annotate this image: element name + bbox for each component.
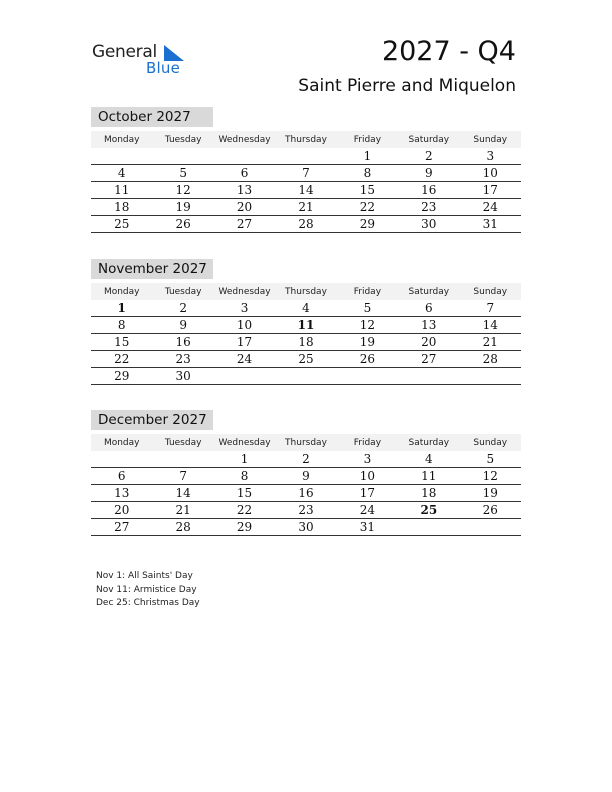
holiday-notes: [96, 570, 200, 611]
week-row: [91, 502, 521, 519]
day-cell: 6: [214, 165, 275, 182]
day-cell: 1: [214, 451, 275, 468]
empty-day-cell: [91, 148, 152, 165]
week-row: [91, 485, 521, 502]
empty-day-cell: [398, 519, 459, 536]
empty-day-cell: [214, 148, 275, 165]
day-cell: 24: [337, 502, 398, 519]
empty-day-cell: [152, 451, 213, 468]
week-row: [91, 368, 521, 385]
day-cell: 2: [275, 451, 336, 468]
day-cell: 4: [275, 300, 336, 317]
day-cell: 22: [91, 351, 152, 368]
day-cell: 13: [214, 182, 275, 199]
day-cell: 29: [337, 216, 398, 233]
weekday-label: Thursday: [275, 283, 336, 300]
week-row: [91, 317, 521, 334]
week-row: [91, 351, 521, 368]
day-cell: 5: [460, 451, 521, 468]
logo-blue-text: Blue: [146, 59, 180, 77]
day-cell: 20: [91, 502, 152, 519]
day-cell: 1: [337, 148, 398, 165]
day-cell: 19: [460, 485, 521, 502]
month-calendar: [91, 259, 521, 385]
weekday-label: Sunday: [460, 283, 521, 300]
day-cell: 17: [214, 334, 275, 351]
empty-day-cell: [337, 368, 398, 385]
holiday-day-cell: 25: [398, 502, 459, 519]
weekday-label: Thursday: [275, 434, 336, 451]
day-cell: 17: [460, 182, 521, 199]
day-cell: 26: [152, 216, 213, 233]
day-cell: 23: [398, 199, 459, 216]
day-cell: 19: [152, 199, 213, 216]
empty-day-cell: [275, 368, 336, 385]
holiday-note: Dec 25: Christmas Day: [96, 598, 200, 608]
day-cell: 15: [91, 334, 152, 351]
page-subtitle: Saint Pierre and Miquelon: [298, 76, 516, 96]
week-row: [91, 334, 521, 351]
day-cell: 29: [214, 519, 275, 536]
day-cell: 9: [152, 317, 213, 334]
day-cell: 5: [152, 165, 213, 182]
day-cell: 30: [152, 368, 213, 385]
month-grid: [91, 131, 521, 233]
day-cell: 21: [275, 199, 336, 216]
week-row: [91, 165, 521, 182]
weekday-label: Wednesday: [214, 434, 275, 451]
day-cell: 10: [214, 317, 275, 334]
weekday-header-row: [91, 283, 521, 300]
month-grid: [91, 434, 521, 536]
weekday-label: Sunday: [460, 434, 521, 451]
weekday-label: Tuesday: [152, 283, 213, 300]
day-cell: 18: [398, 485, 459, 502]
week-row: [91, 182, 521, 199]
week-row: [91, 468, 521, 485]
holiday-note: Nov 1: All Saints' Day: [96, 571, 193, 581]
page-title: 2027 - Q4: [381, 36, 516, 67]
weekday-label: Friday: [337, 283, 398, 300]
day-cell: 28: [275, 216, 336, 233]
day-cell: 9: [398, 165, 459, 182]
day-cell: 13: [91, 485, 152, 502]
day-cell: 8: [337, 165, 398, 182]
day-cell: 31: [460, 216, 521, 233]
day-cell: 3: [214, 300, 275, 317]
empty-day-cell: [398, 368, 459, 385]
day-cell: 25: [91, 216, 152, 233]
empty-day-cell: [460, 519, 521, 536]
weekday-label: Saturday: [398, 434, 459, 451]
day-cell: 16: [275, 485, 336, 502]
day-cell: 4: [398, 451, 459, 468]
day-cell: 21: [460, 334, 521, 351]
day-cell: 10: [460, 165, 521, 182]
day-cell: 28: [460, 351, 521, 368]
weekday-label: Friday: [337, 434, 398, 451]
day-cell: 23: [275, 502, 336, 519]
day-cell: 24: [214, 351, 275, 368]
weekday-label: Tuesday: [152, 131, 213, 148]
week-row: [91, 300, 521, 317]
day-cell: 18: [275, 334, 336, 351]
month-calendar: [91, 107, 521, 233]
holiday-note: Nov 11: Armistice Day: [96, 584, 197, 595]
month-name: October 2027: [91, 107, 213, 127]
holiday-day-cell: 11: [275, 317, 336, 334]
month-name: November 2027: [91, 259, 213, 279]
week-row: [91, 148, 521, 165]
day-cell: 6: [91, 468, 152, 485]
day-cell: 22: [337, 199, 398, 216]
day-cell: 12: [460, 468, 521, 485]
day-cell: 25: [275, 351, 336, 368]
day-cell: 8: [214, 468, 275, 485]
day-cell: 2: [398, 148, 459, 165]
day-cell: 6: [398, 300, 459, 317]
empty-day-cell: [275, 148, 336, 165]
day-cell: 20: [214, 199, 275, 216]
day-cell: 21: [152, 502, 213, 519]
day-cell: 2: [152, 300, 213, 317]
day-cell: 27: [214, 216, 275, 233]
day-cell: 20: [398, 334, 459, 351]
day-cell: 27: [91, 519, 152, 536]
day-cell: 22: [214, 502, 275, 519]
day-cell: 11: [398, 468, 459, 485]
day-cell: 13: [398, 317, 459, 334]
weekday-label: Saturday: [398, 131, 459, 148]
weekday-label: Tuesday: [152, 434, 213, 451]
day-cell: 16: [152, 334, 213, 351]
weekday-label: Monday: [91, 283, 152, 300]
day-cell: 14: [152, 485, 213, 502]
weekday-header-row: [91, 131, 521, 148]
week-row: [91, 451, 521, 468]
day-cell: 7: [152, 468, 213, 485]
day-cell: 10: [337, 468, 398, 485]
week-row: [91, 199, 521, 216]
day-cell: 23: [152, 351, 213, 368]
day-cell: 12: [152, 182, 213, 199]
weekday-label: Thursday: [275, 131, 336, 148]
weekday-header-row: [91, 434, 521, 451]
day-cell: 16: [398, 182, 459, 199]
month-calendar: [91, 410, 521, 536]
weekday-label: Monday: [91, 131, 152, 148]
day-cell: 15: [337, 182, 398, 199]
day-cell: 30: [275, 519, 336, 536]
day-cell: 29: [91, 368, 152, 385]
day-cell: 27: [398, 351, 459, 368]
day-cell: 26: [460, 502, 521, 519]
logo-general-text: General: [92, 42, 157, 62]
day-cell: 7: [460, 300, 521, 317]
day-cell: 19: [337, 334, 398, 351]
day-cell: 8: [91, 317, 152, 334]
weekday-label: Wednesday: [214, 283, 275, 300]
holiday-day-cell: 1: [91, 300, 152, 317]
day-cell: 4: [91, 165, 152, 182]
week-row: [91, 519, 521, 536]
weekday-label: Friday: [337, 131, 398, 148]
day-cell: 18: [91, 199, 152, 216]
month-grid: [91, 283, 521, 385]
weekday-label: Wednesday: [214, 131, 275, 148]
empty-day-cell: [214, 368, 275, 385]
day-cell: 15: [214, 485, 275, 502]
day-cell: 5: [337, 300, 398, 317]
day-cell: 11: [91, 182, 152, 199]
empty-day-cell: [152, 148, 213, 165]
day-cell: 3: [460, 148, 521, 165]
day-cell: 14: [460, 317, 521, 334]
day-cell: 28: [152, 519, 213, 536]
day-cell: 24: [460, 199, 521, 216]
month-name: December 2027: [91, 410, 213, 430]
week-row: [91, 216, 521, 233]
weekday-label: Sunday: [460, 131, 521, 148]
day-cell: 31: [337, 519, 398, 536]
day-cell: 17: [337, 485, 398, 502]
day-cell: 3: [337, 451, 398, 468]
day-cell: 12: [337, 317, 398, 334]
empty-day-cell: [460, 368, 521, 385]
weekday-label: Monday: [91, 434, 152, 451]
day-cell: 30: [398, 216, 459, 233]
weekday-label: Saturday: [398, 283, 459, 300]
day-cell: 26: [337, 351, 398, 368]
day-cell: 9: [275, 468, 336, 485]
empty-day-cell: [91, 451, 152, 468]
logo: [92, 40, 192, 80]
day-cell: 7: [275, 165, 336, 182]
day-cell: 14: [275, 182, 336, 199]
